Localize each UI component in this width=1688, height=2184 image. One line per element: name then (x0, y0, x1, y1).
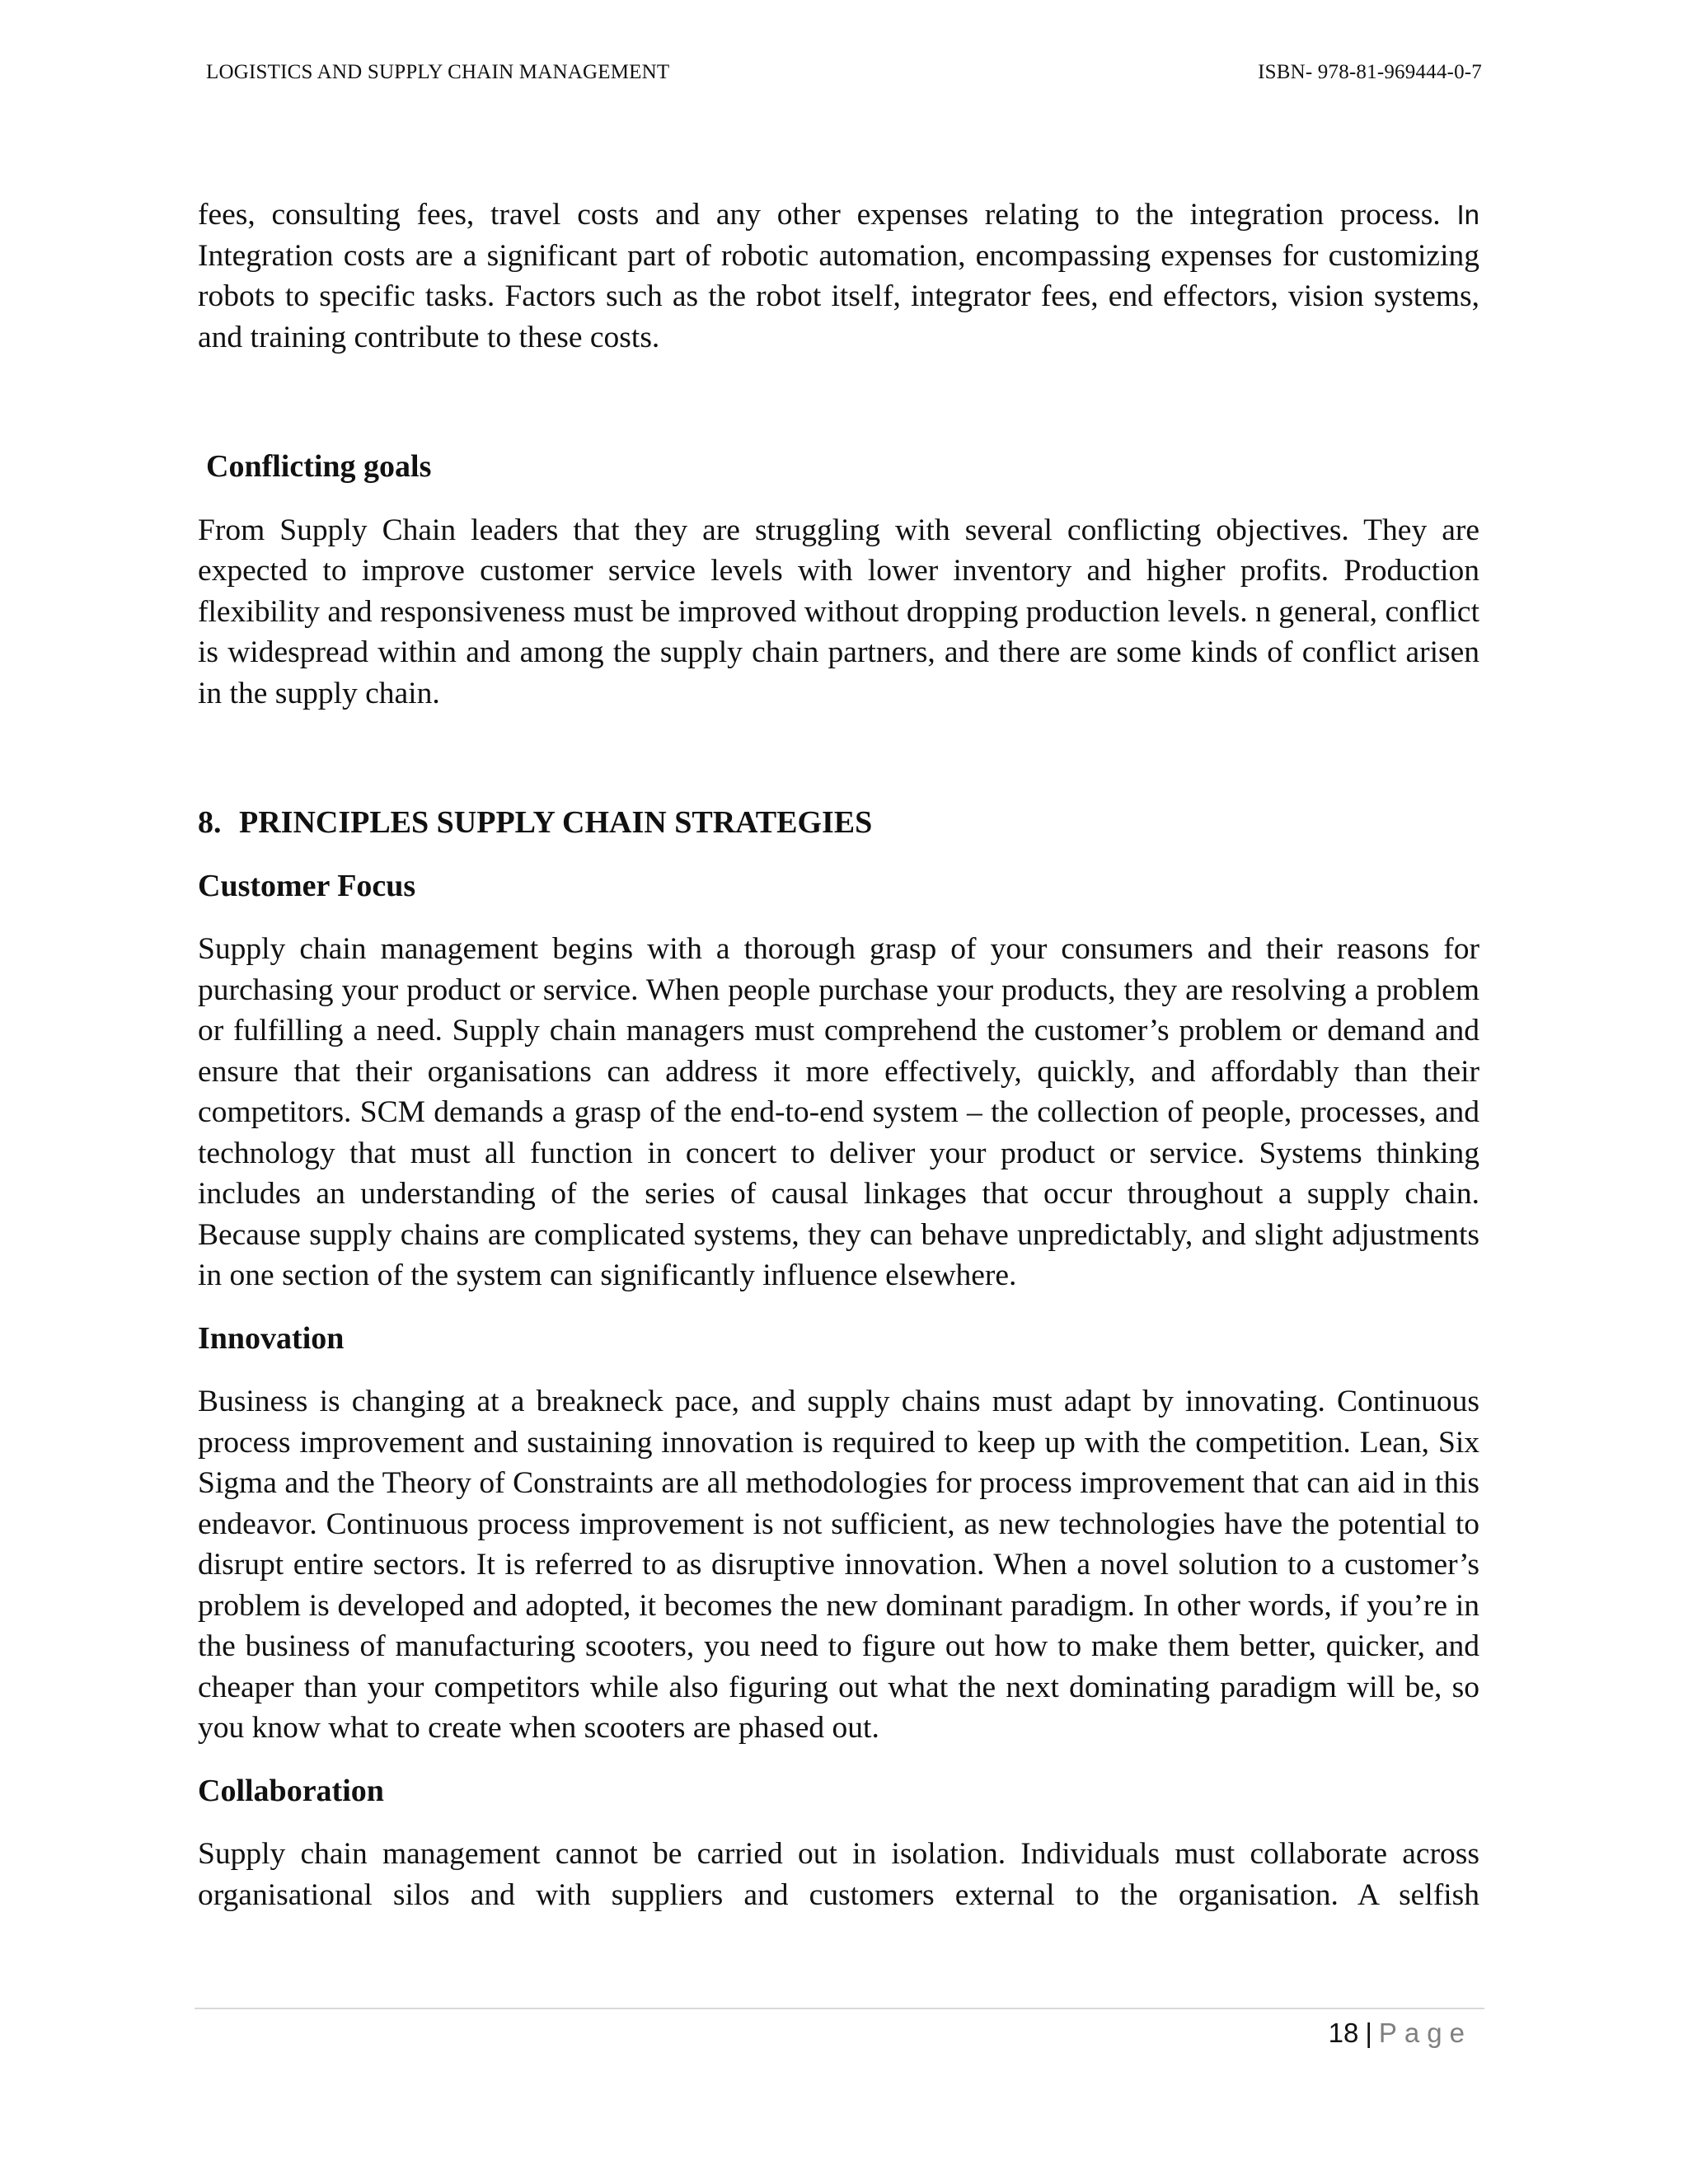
page-label: Page (1378, 2018, 1472, 2048)
collaboration-heading: Collaboration (198, 1773, 384, 1808)
innovation-heading: Innovation (198, 1320, 345, 1356)
running-header (206, 61, 1482, 94)
collaboration-paragraph: Supply chain management cannot be carried out in isolation. Individuals must collaborate across organisational silos and with suppliers and customers external to the organisation. A selfish (198, 1837, 1479, 1912)
section-title: PRINCIPLES SUPPLY CHAIN STRATEGIES (239, 805, 873, 840)
customer-focus-paragraph: Supply chain management begins with a thorough grasp of your consumers and their reasons for purchasing your product or service. When people purchase your products, they are resolving a problem or fulfilling a need. Supply chain managers must comprehend the customer’s problem or demand and ensure that their organisations can address it more effectively, quickly, and affordably than their competitors. SCM demands a grasp of the end-to-end system – the collection of people, processes, and technology that must all function in concert to deliver your product or service. Systems thinking includes an understanding of the series of causal linkages that occur throughout a supply chain. Because supply chains are complicated systems, they can behave unpredictably, and slight adjustments in one section of the system can significantly influence elsewhere. (198, 932, 1479, 1292)
footer-divider (195, 2008, 1484, 2009)
customer-focus-heading: Customer Focus (198, 868, 416, 903)
page-footer (1329, 2018, 1472, 2049)
isbn-number: ISBN- 978-81-969444-0-7 (1258, 61, 1482, 83)
intro-paragraph (198, 194, 1479, 236)
section-number: 8. (198, 805, 222, 840)
footer-separator: | (1365, 2018, 1372, 2048)
page-content (198, 194, 1479, 1915)
intro-text: fees, consulting fees, travel costs and any other expenses relating to the integration process. (198, 198, 1441, 232)
page-number: 18 (1328, 2018, 1359, 2048)
intro-inline-word: In (1456, 199, 1479, 230)
innovation-paragraph: Business is changing at a breakneck pace, and supply chains must adapt by innovating. Continuous process improvement and sustaining innovation is required to keep up with the competition. Lean, Six Sigma and the Theory of Constraints are all methodologies for process improvement that can aid in this endeavor. Continuous process improvement is not sufficient, as new technologies have the potential to disrupt entire sectors. It is referred to as disruptive innovation. When a novel solution to a customer’s problem is developed and adopted, it becomes the new dominant paradigm. In other words, if you’re in the business of manufacturing scooters, you need to figure out how to make them better, quicker, and cheaper than your competitors while also figuring out what the next dominating paradigm will be, so you know what to create when scooters are phased out. (198, 1385, 1479, 1745)
section-8-heading (198, 803, 1479, 844)
intro-paragraph-continued: Integration costs are a significant part of robotic automation, encompassing expenses for customizing robots to specific tasks. Factors such as the robot itself, integrator fees, end effectors, vision systems, and training contribute to these costs. (198, 238, 1479, 354)
book-title: LOGISTICS AND SUPPLY CHAIN MANAGEMENT (206, 61, 670, 83)
conflicting-goals-paragraph: From Supply Chain leaders that they are struggling with several conflicting objectives. They are expected to improve customer service levels with lower inventory and higher profits. Production flexibility and responsiveness must be improved without dropping production levels. n general, conflict is widespread within and among the supply chain partners, and there are some kinds of conflict arisen in the supply chain. (198, 513, 1479, 710)
conflicting-goals-heading: Conflicting goals (206, 449, 432, 484)
